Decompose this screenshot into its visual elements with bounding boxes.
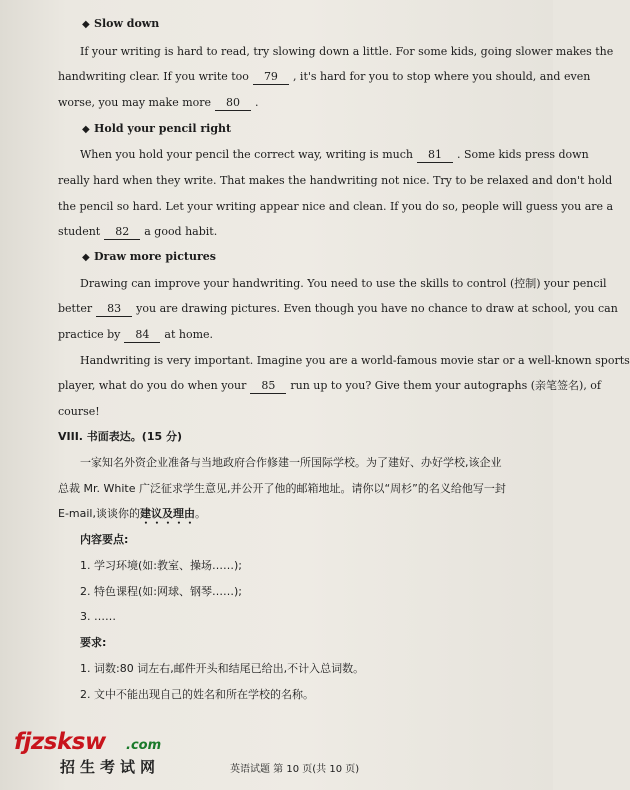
- requirement-item: 2. 文中不能出现自己的姓名和所在学校的名称。: [80, 688, 314, 701]
- diamond-bullet-icon: ◆: [82, 252, 90, 263]
- paragraph-line: When you hold your pencil the correct way, writing is much 81 . Some kids press down: [80, 148, 589, 161]
- paragraph-line: the pencil so hard. Let your writing appear nice and clean. If you do so, people will guess you are a: [58, 200, 614, 213]
- heading-hold-pencil: ◆ Hold your pencil right: [82, 122, 232, 135]
- section-title-writing: VIII. 书面表达。(15 分): [58, 430, 182, 443]
- paragraph-line: handwriting clear. If you write too 79 , it's hard for you to stop where you should, and even: [58, 70, 591, 83]
- content-point-item: 1. 学习环境(如:教室、操场……);: [80, 559, 242, 572]
- watermark-logo: [8, 729, 173, 779]
- paragraph-line: Handwriting is very important. Imagine you are a world-famous movie star or a well-known sports: [80, 354, 630, 367]
- page-footer: 英语试题 第 10 页(共 10 页): [230, 764, 360, 775]
- blank-79: 79: [253, 70, 289, 85]
- blank-80: 80: [215, 96, 251, 111]
- blank-85: 85: [250, 379, 286, 394]
- logo-brand: fjzsksw: [14, 729, 106, 755]
- requirements-title: 要求:: [80, 636, 107, 649]
- paragraph-line: worse, you may make more 80 .: [58, 96, 259, 109]
- paragraph-line: player, what do you do when your 85 run up to you? Give them your autographs (亲笔签名), of: [58, 379, 602, 392]
- paragraph-line: really hard when they write. That makes the handwriting not nice. Try to be relaxed and don't hold: [58, 174, 613, 187]
- paragraph-line: If your writing is hard to read, try slowing down a little. For some kids, going slower makes the: [80, 45, 614, 58]
- heading-slow-down: ◆ Slow down: [82, 17, 160, 30]
- paragraph-line: better 83 you are drawing pictures. Even though you have no chance to draw at school, you can: [58, 302, 618, 315]
- requirement-item: 1. 词数:80 词左右,邮件开头和结尾已给出,不计入总词数。: [80, 662, 365, 675]
- writing-paragraph-line: 一家知名外资企业准备与当地政府合作修建一所国际学校。为了建好、办好学校,该企业: [80, 456, 502, 469]
- writing-paragraph-line: 总裁 Mr. White 广泛征求学生意见,并公开了他的邮箱地址。请你以“周杉”的名义给他写一封: [58, 482, 506, 495]
- writing-paragraph-line: E-mail,谈谈你的建议及理由。: [58, 507, 206, 520]
- content-points-title: 内容要点:: [80, 533, 129, 546]
- logo-tagline: 招生考试网: [60, 758, 161, 776]
- paragraph-line: practice by 84 at home.: [58, 328, 214, 341]
- emphasized-phrase: 建议及理由: [139, 507, 195, 520]
- blank-81: 81: [417, 148, 453, 163]
- content-point-item: 2. 特色课程(如:网球、钢琴……);: [80, 585, 242, 598]
- blank-83: 83: [96, 302, 132, 317]
- paragraph-line: student 82 a good habit.: [58, 225, 218, 238]
- diamond-bullet-icon: ◆: [82, 19, 90, 30]
- blank-82: 82: [104, 225, 140, 240]
- diamond-bullet-icon: ◆: [82, 124, 90, 135]
- paragraph-line: Drawing can improve your handwriting. You need to use the skills to control (控制) your pencil: [80, 277, 607, 290]
- blank-84: 84: [124, 328, 160, 343]
- logo-domain: .com: [126, 738, 162, 753]
- heading-draw-pictures: ◆ Draw more pictures: [82, 250, 216, 263]
- content-point-item: 3. ……: [80, 610, 116, 623]
- paragraph-line: course!: [58, 405, 100, 418]
